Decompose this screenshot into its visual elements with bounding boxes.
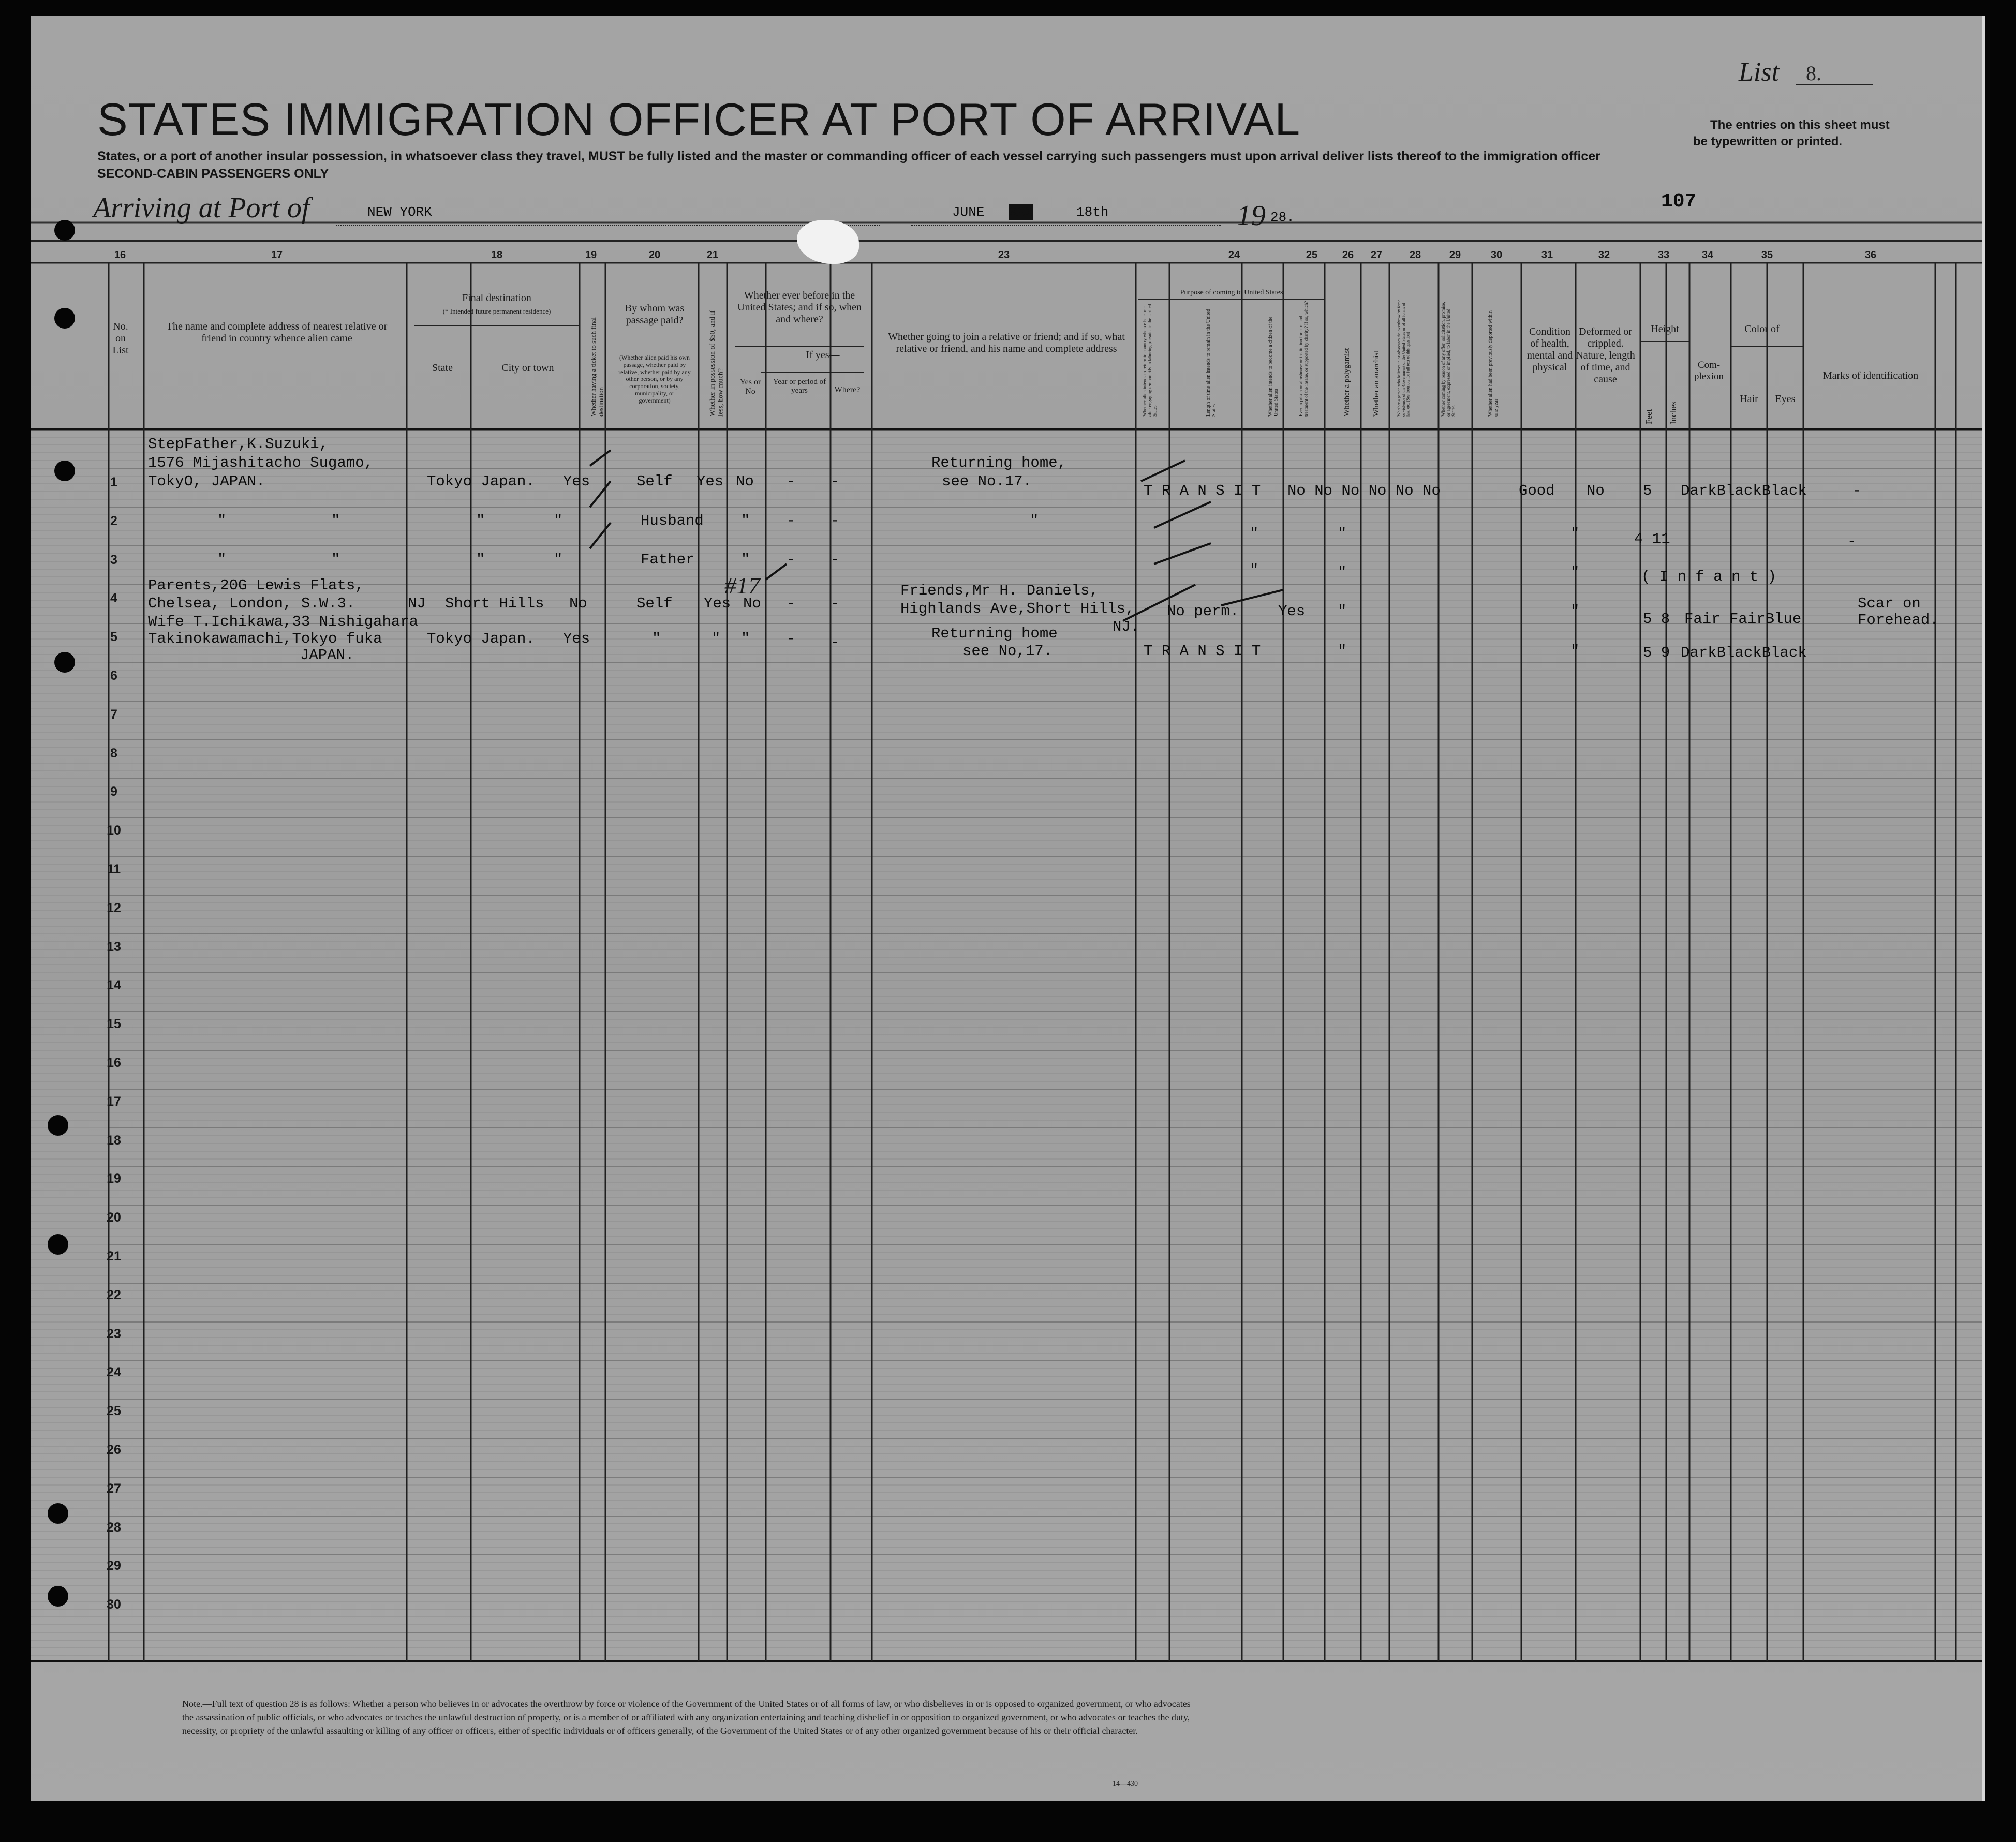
r3-ditto-rel1: " bbox=[217, 551, 227, 568]
row-number: 3 bbox=[110, 552, 117, 567]
row-number: 10 bbox=[107, 823, 121, 838]
date-struck: XXX bbox=[1009, 204, 1033, 220]
handwritten-annotation: #17 bbox=[724, 572, 760, 599]
r2-ditto-dest2: " bbox=[554, 512, 563, 529]
row-number: 20 bbox=[107, 1210, 121, 1225]
head-hair: Hair bbox=[1740, 393, 1758, 405]
r1-passage-paid: Self bbox=[636, 473, 673, 490]
head-purpose: Purpose of coming to United States bbox=[1180, 289, 1283, 296]
r1-relative-line3: TokyO, JAPAN. bbox=[148, 473, 265, 490]
r1-answers: No No No No No No bbox=[1287, 482, 1441, 499]
head-passage: By whom was passage paid? bbox=[625, 303, 685, 326]
row-number: 13 bbox=[107, 939, 121, 954]
head-no-on-list: No. on List bbox=[112, 321, 129, 356]
r1-join-line1: Returning home, bbox=[931, 454, 1067, 471]
col-num-30: 30 bbox=[1490, 249, 1503, 261]
r5-height: 5 9 bbox=[1643, 644, 1670, 661]
r5-year-dash: - bbox=[787, 630, 796, 647]
row-number: 30 bbox=[107, 1597, 121, 1612]
r1-relative-line1: StepFather,K.Suzuki, bbox=[148, 436, 329, 453]
col-num-24: 24 bbox=[1228, 249, 1240, 261]
r3-infant: ( I n f a n t ) bbox=[1641, 568, 1777, 585]
row-number: 27 bbox=[107, 1481, 121, 1496]
date-day: 18th bbox=[1076, 204, 1109, 220]
row-number: 28 bbox=[107, 1520, 121, 1535]
r2-ditto-answers: " bbox=[1338, 525, 1347, 542]
col-num-34: 34 bbox=[1701, 249, 1714, 261]
year-suffix: 28. bbox=[1270, 210, 1295, 225]
head-condition: Condition of health, mental and physical bbox=[1526, 326, 1573, 373]
r3-year-dash: - bbox=[787, 551, 796, 568]
year-prefix: 19 bbox=[1237, 200, 1266, 232]
row-number: 26 bbox=[107, 1443, 121, 1457]
r1-purpose: T R A N S I T bbox=[1144, 482, 1261, 499]
punch-hole bbox=[54, 308, 75, 329]
r1-join-line2: see No.17. bbox=[942, 473, 1032, 490]
port-name: NEW YORK bbox=[367, 204, 432, 220]
r4-ditto-answers: " bbox=[1338, 603, 1347, 620]
punch-hole bbox=[48, 1586, 68, 1607]
r1-deformed: No bbox=[1587, 482, 1605, 499]
row-number: 22 bbox=[107, 1287, 121, 1302]
head-purpose-length: Length of time alien intends to remain in the United States bbox=[1206, 308, 1217, 417]
head-year-period: Year or period of years bbox=[773, 378, 826, 395]
form-grid bbox=[31, 16, 1982, 1801]
entries-note-1: The entries on this sheet must bbox=[1710, 118, 1890, 132]
r4-join-line1: Friends,Mr H. Daniels, bbox=[900, 582, 1099, 599]
head-inches: Inches bbox=[1668, 401, 1678, 424]
row-number: 23 bbox=[107, 1326, 121, 1341]
head-marks: Marks of identification bbox=[1822, 370, 1919, 381]
row-number: 18 bbox=[107, 1133, 121, 1148]
r3-ditto-before: " bbox=[741, 551, 750, 568]
row-number: 11 bbox=[107, 862, 121, 877]
r4-join-line2: Highlands Ave,Short Hills, bbox=[900, 600, 1135, 617]
r4-relative-line1: Parents,20G Lewis Flats, bbox=[148, 577, 364, 594]
r2-marks: - bbox=[1847, 533, 1857, 550]
r4-join-line3: NJ. bbox=[1113, 618, 1140, 635]
r2-ditto-rel1: " bbox=[217, 512, 227, 529]
r5-purpose: T R A N S I T bbox=[1144, 643, 1261, 660]
head-overthrow: Whether a person who believes in or advocates the overthrow by force or violence of the Government of the United States or of all forms of law, etc. (See footnote for full text of this question) bbox=[1397, 300, 1411, 417]
pencil-check-mark bbox=[590, 481, 611, 507]
r3-ditto-dest2: " bbox=[554, 551, 563, 568]
head-eyes: Eyes bbox=[1775, 393, 1796, 405]
punch-hole bbox=[48, 1115, 68, 1136]
r1-relative-line2: 1576 Mijashitacho Sugamo, bbox=[148, 454, 374, 471]
r5-destination: Tokyo Japan. bbox=[427, 630, 535, 647]
r5-join-line1: Returning home bbox=[931, 625, 1058, 642]
pencil-check-mark bbox=[1141, 460, 1185, 481]
pencil-check-mark bbox=[590, 523, 611, 548]
row-number: 15 bbox=[107, 1017, 121, 1032]
row-number: 5 bbox=[110, 630, 117, 645]
col-num-32: 32 bbox=[1598, 249, 1610, 261]
punch-hole bbox=[48, 1503, 68, 1524]
date-month: JUNE bbox=[952, 204, 985, 220]
head-purpose-citizen: Whether alien intends to become a citizen of the United States bbox=[1268, 316, 1279, 417]
head-height: Height bbox=[1651, 323, 1679, 335]
r2-ditto-purpose: " bbox=[1250, 525, 1259, 542]
row-number: 8 bbox=[110, 746, 117, 761]
r4-state: NJ bbox=[408, 595, 426, 612]
r1-health: Good bbox=[1519, 482, 1555, 499]
head-offer: Whether coming by reason of any offer, solicitation, promise, or agreement, expressed or implied, to labor in the United States bbox=[1441, 302, 1456, 417]
r3-ditto-health: " bbox=[1570, 564, 1580, 581]
r4-relative-line2: Chelsea, London, S.W.3. bbox=[148, 595, 355, 612]
col-num-25: 25 bbox=[1306, 249, 1318, 261]
row-number: 7 bbox=[110, 707, 117, 722]
r1-features: DarkBlackBlack bbox=[1681, 482, 1807, 499]
head-complexion: Com-plexion bbox=[1694, 360, 1724, 382]
r5-ticket: Yes bbox=[563, 630, 590, 647]
r5-relative-line1: Wife T.Ichikawa,33 Nishigahara bbox=[148, 613, 419, 630]
head-deformed: Deformed or crippled. Nature, length of time, and cause bbox=[1576, 326, 1635, 385]
r3-ditto-answers: " bbox=[1338, 564, 1347, 581]
col-num-26: 26 bbox=[1342, 249, 1354, 261]
r4-where-dash: - bbox=[831, 595, 840, 612]
head-state: State bbox=[432, 362, 453, 374]
r2-ditto-before: " bbox=[741, 512, 750, 529]
r5-features: DarkBlackBlack bbox=[1681, 644, 1807, 661]
r3-passage-paid: Father bbox=[641, 551, 695, 568]
head-join-relative: Whether going to join a relative or friend; and if so, what relative or friend, and his name and complete address bbox=[888, 331, 1125, 354]
r3-ditto-rel2: " bbox=[331, 551, 340, 568]
head-prison: Ever in prison or almshouse or institution for care and treatment of the insane, or supported by charity? If so, which? bbox=[1298, 301, 1309, 417]
head-yes-no: Yes or No bbox=[739, 378, 761, 396]
r3-ditto-dest1: " bbox=[476, 551, 485, 568]
col-num-23: 23 bbox=[998, 249, 1010, 261]
r4-city: Short Hills bbox=[445, 595, 544, 612]
row-number: 6 bbox=[110, 669, 117, 683]
head-money: Whether in possession of $50, and if less, how much? bbox=[709, 310, 725, 417]
head-where: Where? bbox=[834, 385, 861, 394]
row-number: 12 bbox=[107, 900, 121, 915]
footnote-question-28: Note.—Full text of question 28 is as follows: Whether a person who believes in or advocates the overthrow by force or violence of the Government of the United States or of all forms of law, or who disbelieves in or is opposed to organized government, or who advocates the assassination of public officials, or who advocates or teaches the unlawful destruction of property, or is a member of or affiliated with any organization entertaining and teaching disbelief in or opposition to organized government, or who advocates or teaches the duty, necessity, or propriety of the unlawful assaulting or killing of any officer or officers, either of specific individuals or of officers generally, of the Government of the United States or of any other organized government because of his or their official character. bbox=[182, 1699, 1191, 1736]
head-purpose-return: Whether alien intends to return to country whence he came after engaging temporarily in laboring pursuits in the United States bbox=[1142, 304, 1158, 417]
col-num-19: 19 bbox=[585, 249, 597, 261]
form-code: 14—430 bbox=[1113, 1780, 1138, 1788]
r3-ditto-purpose: " bbox=[1250, 561, 1259, 578]
r5-ditto-answers: " bbox=[1338, 643, 1347, 660]
row-number: 17 bbox=[107, 1094, 121, 1109]
r2-ditto-join: " bbox=[1030, 512, 1039, 529]
r4-ticket: No bbox=[569, 595, 587, 612]
r4-features: Fair FairBlue bbox=[1684, 611, 1802, 628]
page-number: 107 bbox=[1661, 190, 1697, 213]
r5-ditto-money: " bbox=[711, 630, 721, 647]
head-ticket: Whether having a ticket to such final destination bbox=[589, 317, 605, 417]
col-num-29: 29 bbox=[1449, 249, 1461, 261]
punch-hole bbox=[54, 460, 75, 481]
r2-height: 4 11 bbox=[1634, 530, 1670, 547]
entries-note-2: be typewritten or printed. bbox=[1693, 135, 1843, 148]
form-title: STATES IMMIGRATION OFFICER AT PORT OF ARRIVAL bbox=[97, 94, 1301, 145]
r5-where-dash: - bbox=[831, 634, 840, 651]
head-final-destination-note: (* Intended future permanent residence) bbox=[442, 307, 551, 315]
row-number: 25 bbox=[107, 1404, 121, 1419]
col-num-20: 20 bbox=[648, 249, 661, 261]
col-num-18: 18 bbox=[491, 249, 503, 261]
port-underline bbox=[336, 225, 880, 226]
head-final-destination: Final destination bbox=[462, 292, 531, 304]
head-relative: The name and complete address of nearest relative or friend in country whence alien came bbox=[166, 321, 388, 344]
col-num-16: 16 bbox=[114, 249, 126, 261]
r1-money: Yes bbox=[696, 473, 724, 490]
row-number: 4 bbox=[110, 591, 117, 606]
head-feet: Feet bbox=[1644, 409, 1654, 424]
head-deported: Whether alien had been previously deported within one year bbox=[1488, 310, 1499, 417]
r2-where-dash: - bbox=[831, 512, 840, 529]
row-number: 14 bbox=[107, 978, 121, 993]
col-num-33: 33 bbox=[1657, 249, 1670, 261]
head-passage-note: (Whether alien paid his own passage, whether paid by relative, whether paid by any other person, or by any corporation, society, municipality, or government) bbox=[618, 354, 691, 404]
row-number: 2 bbox=[110, 513, 117, 528]
r1-year-dash: - bbox=[787, 473, 796, 490]
row-number: 9 bbox=[110, 784, 117, 799]
r5-ditto-health: " bbox=[1570, 643, 1580, 660]
r4-citizen: Yes bbox=[1278, 603, 1306, 620]
head-color-of: Color of— bbox=[1744, 323, 1790, 335]
r5-join-line2: see No,17. bbox=[962, 643, 1053, 660]
head-polygamist: Whether a polygamist bbox=[1343, 348, 1351, 417]
r3-where-dash: - bbox=[831, 551, 840, 568]
col-num-31: 31 bbox=[1541, 249, 1553, 261]
r2-ditto-dest1: " bbox=[476, 512, 485, 529]
r4-money: Yes bbox=[704, 595, 731, 612]
col-num-28: 28 bbox=[1409, 249, 1421, 261]
cabin-class: SECOND-CABIN PASSENGERS ONLY bbox=[97, 167, 329, 181]
arriving-label: Arriving at Port of bbox=[93, 192, 310, 224]
r1-ticket: Yes bbox=[563, 473, 590, 490]
r5-ditto-paid: " bbox=[652, 630, 661, 647]
head-ever-before: Whether ever before in the United States; and if so, when and where? bbox=[737, 290, 862, 325]
r4-purpose-length: No perm. bbox=[1167, 603, 1239, 620]
r2-passage-paid: Husband bbox=[641, 512, 704, 529]
r4-height: 5 8 bbox=[1643, 611, 1670, 628]
r1-ever-before: No bbox=[736, 473, 754, 490]
row-number: 19 bbox=[107, 1171, 121, 1186]
r1-where-dash: - bbox=[831, 473, 840, 490]
row-number: 24 bbox=[107, 1365, 121, 1380]
row-number: 21 bbox=[107, 1249, 121, 1264]
r2-ditto-rel2: " bbox=[331, 512, 340, 529]
row-number: 16 bbox=[107, 1056, 121, 1070]
col-num-36: 36 bbox=[1864, 249, 1877, 261]
head-anarchist: Whether an anarchist bbox=[1372, 350, 1381, 417]
r5-ditto-before: " bbox=[741, 630, 750, 647]
col-num-35: 35 bbox=[1761, 249, 1773, 261]
r1-height-feet: 5 bbox=[1643, 482, 1652, 499]
r4-marks-line2: Forehead. bbox=[1858, 612, 1939, 629]
r1-marks: - bbox=[1852, 482, 1862, 499]
col-num-21: 21 bbox=[706, 249, 719, 261]
form-subtitle: States, or a port of another insular possession, in whatsoever class they travel, MUST be fully listed and the master or commanding officer of each vessel carrying such passengers must upon arrival deliver lists thereof to the immigration officer bbox=[97, 149, 1600, 164]
manifest-sheet bbox=[31, 16, 1985, 1801]
col-num-27: 27 bbox=[1370, 249, 1383, 261]
punch-hole bbox=[54, 220, 75, 241]
r2-ditto-health: " bbox=[1570, 525, 1580, 542]
list-number: 8. bbox=[1806, 62, 1821, 85]
r5-relative-line2: Takinokawamachi,Tokyo fuka bbox=[148, 630, 382, 647]
head-city: City or town bbox=[501, 362, 554, 374]
list-label: List bbox=[1739, 57, 1780, 87]
r4-year-dash: - bbox=[787, 595, 796, 612]
date-underline bbox=[911, 225, 1221, 226]
punch-hole bbox=[48, 1234, 68, 1255]
r4-ditto-health: " bbox=[1570, 603, 1580, 620]
row-number: 29 bbox=[107, 1558, 121, 1573]
head-if-yes: If yes— bbox=[806, 349, 840, 361]
col-num-17: 17 bbox=[271, 249, 283, 261]
r2-year-dash: - bbox=[787, 512, 796, 529]
r4-passage-paid: Self bbox=[636, 595, 673, 612]
row-number: 1 bbox=[110, 475, 117, 489]
r5-relative-line3: JAPAN. bbox=[300, 647, 354, 664]
r4-ever-before: No bbox=[743, 595, 761, 612]
r1-destination: Tokyo Japan. bbox=[427, 473, 535, 490]
punch-hole bbox=[54, 652, 75, 673]
r4-marks-line1: Scar on bbox=[1858, 595, 1921, 612]
